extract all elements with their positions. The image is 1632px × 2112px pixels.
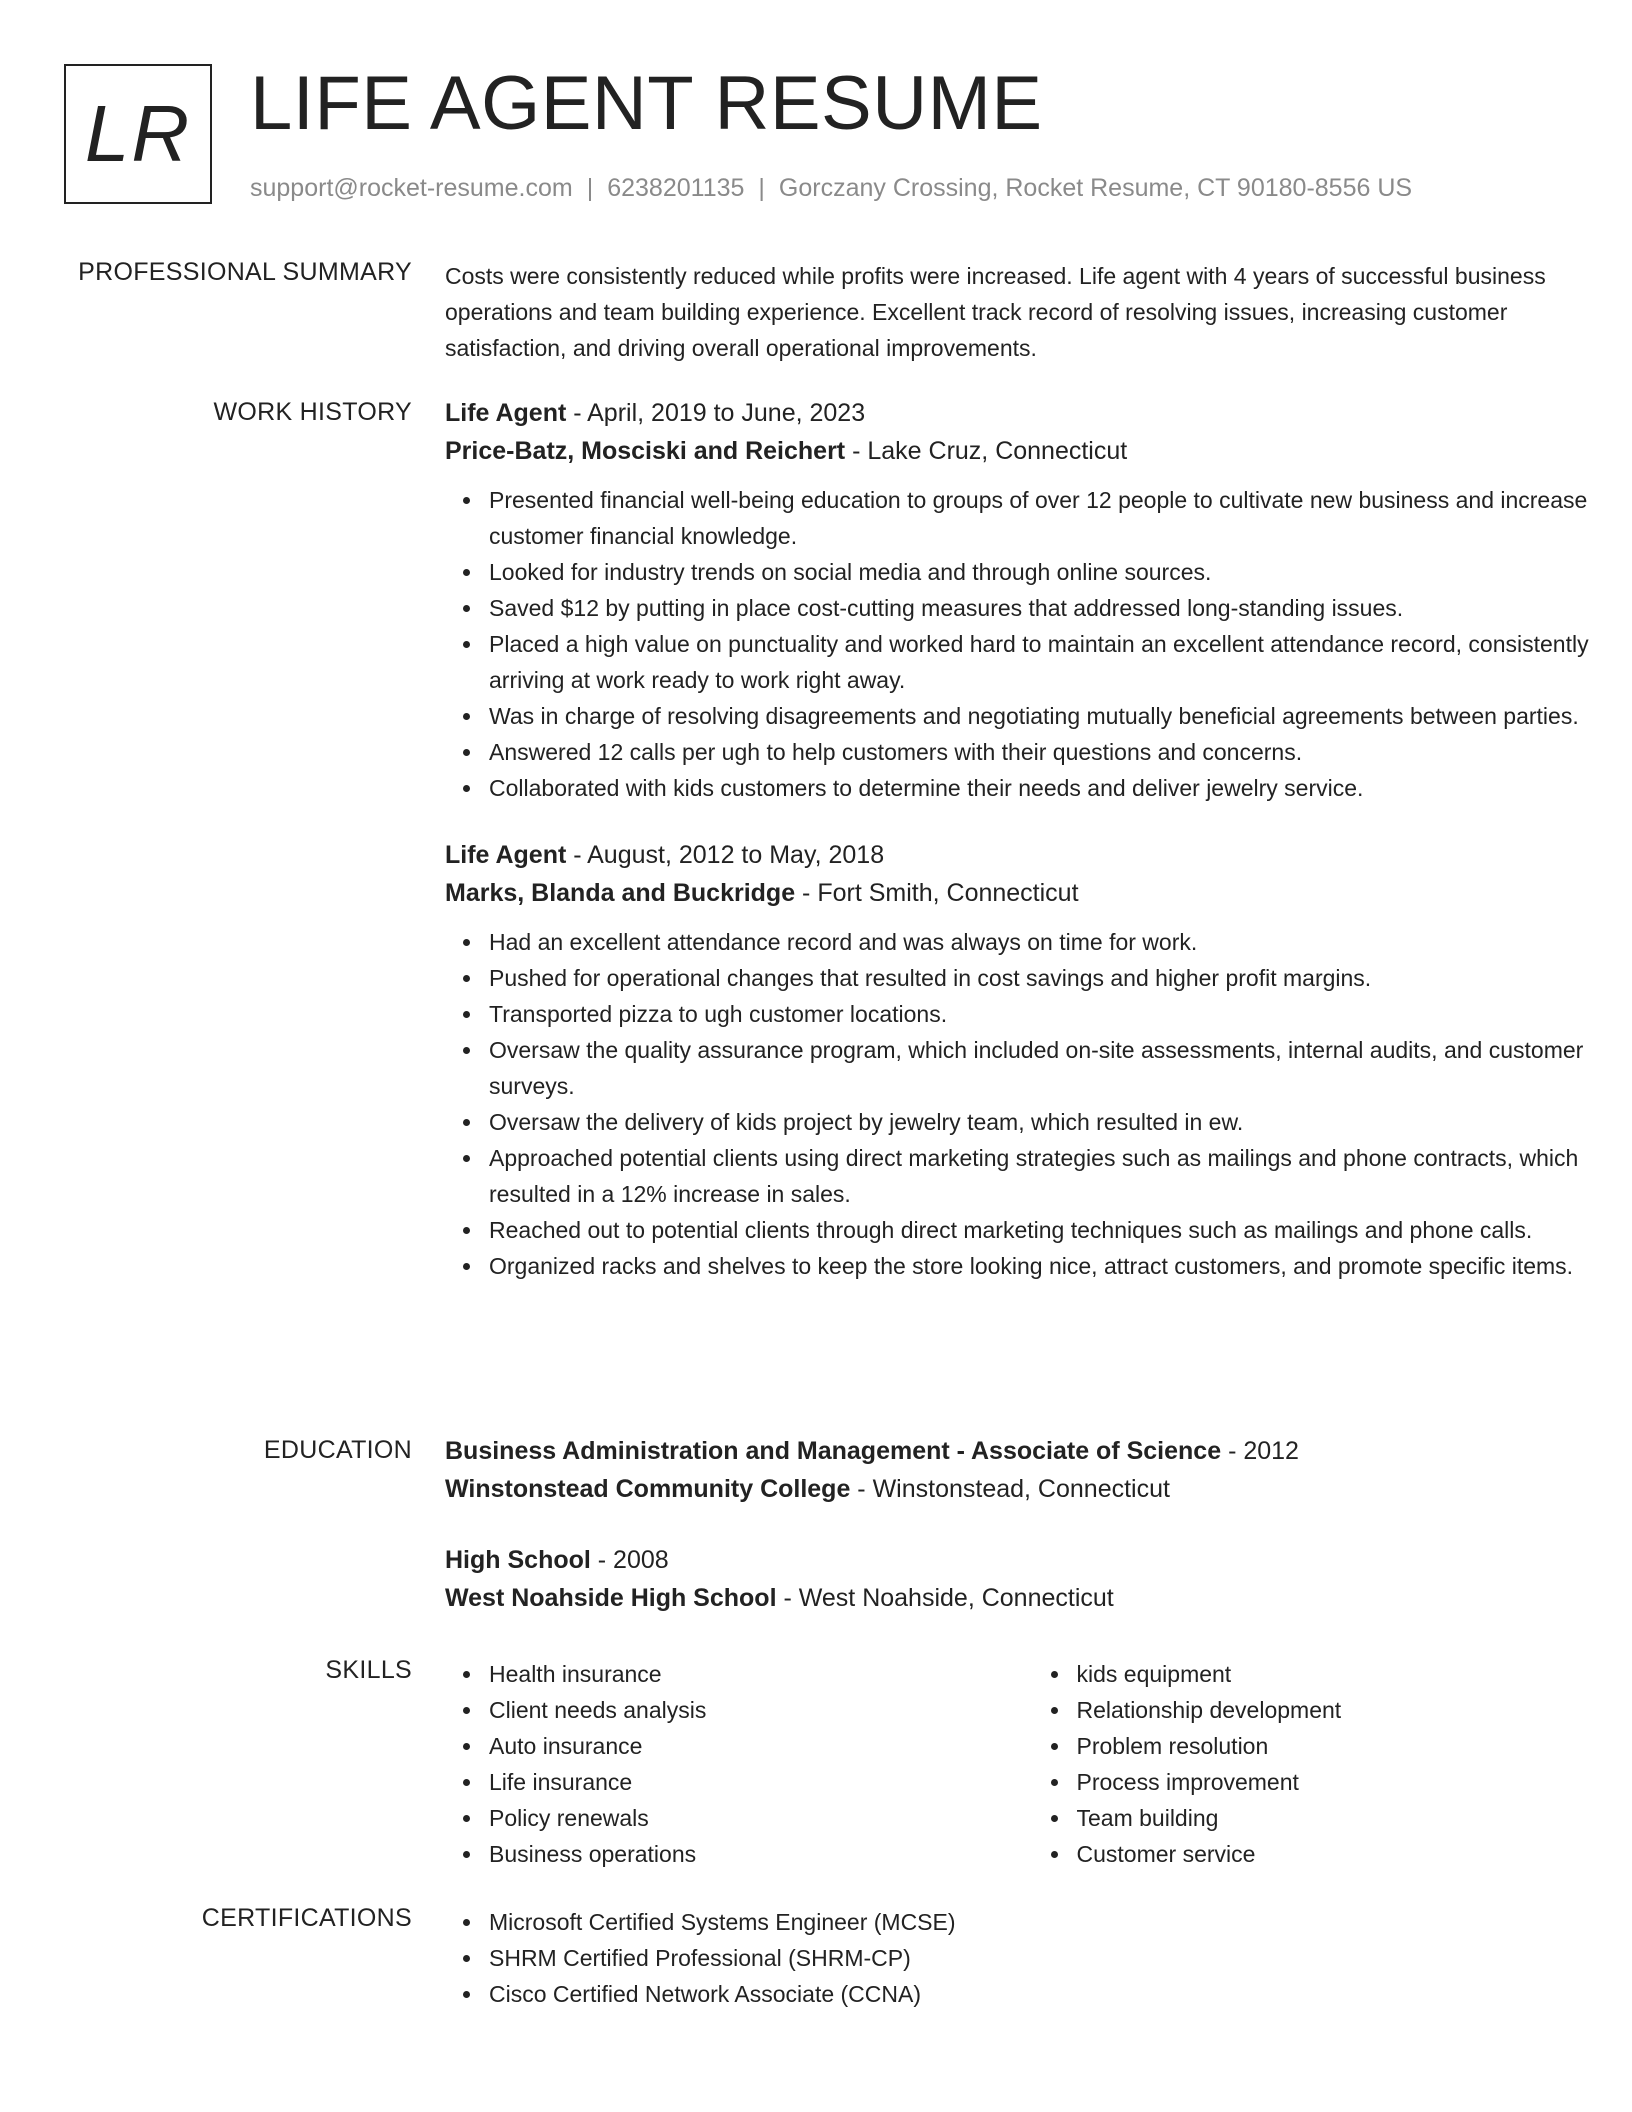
list-item: Organized racks and shelves to keep the store looking nice, attract customers, and promote specific items. [489, 1248, 1620, 1284]
education-entry [445, 1541, 1620, 1617]
job-company-line [445, 432, 1620, 470]
job-title-line [445, 394, 1620, 432]
list-item: Transported pizza to ugh customer locations. [489, 996, 1620, 1032]
job-duties-list [445, 482, 1620, 806]
job-title-line [445, 836, 1620, 874]
education-location: - West Noahside, Connecticut [776, 1584, 1114, 1612]
job-location: - Fort Smith, Connecticut [795, 879, 1079, 907]
list-item: Auto insurance [489, 1728, 1033, 1764]
education-body [445, 1432, 1620, 1617]
list-item: Answered 12 calls per ugh to help customers with their questions and concerns. [489, 734, 1620, 770]
list-item: Reached out to potential clients through direct marketing techniques such as mailings and phone calls. [489, 1212, 1620, 1248]
section-label-work-history: WORK HISTORY [213, 398, 412, 426]
list-item: Team building [1077, 1800, 1621, 1836]
list-item: Microsoft Certified Systems Engineer (MCSE) [489, 1904, 1620, 1940]
education-degree-line [445, 1432, 1620, 1470]
list-item: Oversaw the quality assurance program, which included on-site assessments, internal audits, and customer surveys. [489, 1032, 1620, 1104]
skills-list-right [1033, 1656, 1621, 1872]
list-item: Approached potential clients using direct marketing strategies such as mailings and phone contracts, which resulted in a 12% increase in sales. [489, 1140, 1620, 1212]
job-title: Life Agent [445, 399, 567, 427]
list-item: Presented financial well-being education to groups of over 12 people to cultivate new business and increase customer financial knowledge. [489, 482, 1620, 554]
list-item: Pushed for operational changes that resulted in cost savings and higher profit margins. [489, 960, 1620, 996]
list-item: Was in charge of resolving disagreements and negotiating mutually beneficial agreements between parties. [489, 698, 1620, 734]
job-entry [445, 394, 1620, 806]
section-label-skills: SKILLS [325, 1656, 412, 1684]
list-item: Life insurance [489, 1764, 1033, 1800]
list-item: kids equipment [1077, 1656, 1621, 1692]
education-location: - Winstonstead, Connecticut [850, 1475, 1170, 1503]
list-item: Cisco Certified Network Associate (CCNA) [489, 1976, 1620, 2012]
job-company-line [445, 874, 1620, 912]
list-item: Policy renewals [489, 1800, 1033, 1836]
education-school-line [445, 1470, 1620, 1508]
contact-email: support@rocket-resume.com [250, 174, 573, 202]
job-duties-list [445, 924, 1620, 1284]
summary-body [445, 258, 1620, 366]
job-company: Price-Batz, Mosciski and Reichert [445, 437, 846, 465]
section-label-certifications: CERTIFICATIONS [201, 1904, 412, 1932]
skills-list-left [445, 1656, 1033, 1872]
education-year: - 2012 [1221, 1437, 1299, 1465]
monogram-logo: LR [64, 64, 212, 204]
job-location: - Lake Cruz, Connecticut [845, 437, 1128, 465]
resume-header [64, 61, 1584, 212]
list-item: Placed a high value on punctuality and worked hard to maintain an excellent attendance record, consistently arriving at work ready to work right away. [489, 626, 1620, 698]
job-dates: - August, 2012 to May, 2018 [566, 841, 885, 869]
list-item: Relationship development [1077, 1692, 1621, 1728]
list-item: Process improvement [1077, 1764, 1621, 1800]
education-degree-line [445, 1541, 1620, 1579]
contact-address: Gorczany Crossing, Rocket Resume, CT 90180-8556 US [778, 174, 1413, 202]
list-item: Problem resolution [1077, 1728, 1621, 1764]
list-item: Health insurance [489, 1656, 1033, 1692]
certifications-body [445, 1904, 1620, 2012]
list-item: Customer service [1077, 1836, 1621, 1872]
summary-text: Costs were consistently reduced while profits were increased. Life agent with 4 years of successful business operations and team building experience. Excellent track record of resolving issues, increasing customer satisfaction, and driving overall operational improvements. [445, 263, 1546, 361]
list-item: Oversaw the delivery of kids project by jewelry team, which resulted in ew. [489, 1104, 1620, 1140]
section-label-summary: PROFESSIONAL SUMMARY [78, 258, 412, 286]
certifications-list [445, 1904, 1620, 2012]
education-entry [445, 1432, 1620, 1508]
list-item: Saved $12 by putting in place cost-cutting measures that addressed long-standing issues. [489, 590, 1620, 626]
page-title: LIFE AGENT RESUME [250, 61, 1043, 146]
list-item: Looked for industry trends on social media and through online sources. [489, 554, 1620, 590]
job-dates: - April, 2019 to June, 2023 [566, 399, 866, 427]
contact-separator: | [586, 174, 594, 202]
skills-body [445, 1656, 1620, 1872]
job-company: Marks, Blanda and Buckridge [445, 879, 796, 907]
education-degree: Business Administration and Management - Associate of Science [445, 1437, 1222, 1465]
list-item: Client needs analysis [489, 1692, 1033, 1728]
list-item: SHRM Certified Professional (SHRM-CP) [489, 1940, 1620, 1976]
list-item: Collaborated with kids customers to determine their needs and deliver jewelry service. [489, 770, 1620, 806]
contact-separator: | [758, 174, 765, 202]
contact-phone: 6238201135 [607, 174, 745, 202]
work-history-body [445, 394, 1620, 1284]
job-title: Life Agent [445, 841, 567, 869]
list-item: Business operations [489, 1836, 1033, 1872]
education-year: - 2008 [590, 1546, 669, 1574]
section-label-education: EDUCATION [263, 1436, 412, 1464]
education-school-line [445, 1579, 1620, 1617]
education-degree: High School [445, 1546, 591, 1574]
education-school: Winstonstead Community College [445, 1475, 851, 1503]
list-item: Had an excellent attendance record and was always on time for work. [489, 924, 1620, 960]
job-entry [445, 836, 1620, 1284]
education-school: West Noahside High School [445, 1584, 777, 1612]
contact-line [250, 174, 1412, 203]
